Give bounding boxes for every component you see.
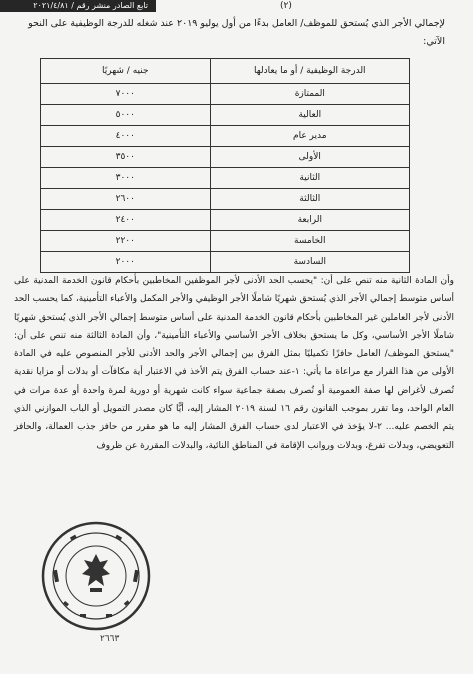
grade-cell: الخامسة xyxy=(210,231,409,252)
grade-cell: الثالثة xyxy=(210,189,409,210)
body-paragraph xyxy=(14,272,454,455)
reference-box: تابع الصادر منشر رقم / ٢٠٢١/٤/٨١ xyxy=(0,0,156,12)
amount-cell: ٢٢٠٠ xyxy=(41,231,211,252)
table-row xyxy=(41,189,410,210)
grade-cell: العالية xyxy=(210,105,409,126)
amount-cell: ٣٠٠٠ xyxy=(41,168,211,189)
stamp-number: ٢٦٦٣ xyxy=(100,634,120,644)
grade-cell: مدير عام xyxy=(210,126,409,147)
grade-cell: الممتازة xyxy=(210,84,409,105)
header-amount: جنيه / شهريًا xyxy=(41,59,211,84)
body-text: وأن المادة الثانية منه تنص على أن: "يحسب الحد الأدنى لأجر الموظفين المخاطبين بأحكام قانون الخدمة المدنية على أساس متوسط إجمالي الأجر الذي يُستحق شهريًا شاملًا الأجر الوظيفي والأجر المكمل والأعباء التأمينية، كما يحسب الحد الأدنى لأجر العاملين غير المخاطبين بأحكام قانون الخدمة المدنية على أساس متوسط إجمالي الأجر الذي يُستحق شهريًا شاملًا الأجر الأساسي، وكل ما يستحق بخلاف الأجر الأساسي والأعباء التأمينية"، وأن المادة الثالثة منه تنص على أن: "يستحق الموظف/ العامل حافزًا تكميليًا بمثل الفرق بين إجمالي الأجر والحد الأدنى للأجر المنصوص عليه في المادة الأولى من هذا القرار مع مراعاة ما يأتي: ١-عند حساب الفرق يتم الأخذ في الاعتبار أية مكافآت أو بدلات أو مزايا نقدية تُصرف لأغراض لها صفة العمومية أو تُصرف بصفة جماعية سواء كانت شهرية أو دورية لمرة واحدة أو عدة مرات في العام الواحد، وما تقرر بموجب القانون رقم ١٦ لسنة ٢٠١٩ المشار إليه، أيًّا كان مصدر التمويل أو الباب الموازني الذي يتم الخصم عليه... ٢-لا يؤخذ في الاعتبار لدى حساب الفرق المشار إليه ما هو مقرر من حافز جذب العمالة، والحافز التعويضي، وبدلات تفرغ، وبدلات وروانب الإقامة في المناطق النائية، والبدلات المقررة عن ظروف xyxy=(14,276,454,451)
eagle-emblem-icon xyxy=(82,554,110,592)
grade-cell: الثانية xyxy=(210,168,409,189)
grade-cell: السادسة xyxy=(210,252,409,273)
amount-cell: ٧٠٠٠ xyxy=(41,84,211,105)
table-row xyxy=(41,210,410,231)
grade-cell: الرابعة xyxy=(210,210,409,231)
table-row xyxy=(41,147,410,168)
table-row xyxy=(41,231,410,252)
official-seal xyxy=(40,520,152,632)
grade-cell: الأولى xyxy=(210,147,409,168)
table-header-row xyxy=(41,59,410,84)
amount-cell: ٥٠٠٠ xyxy=(41,105,211,126)
table-row xyxy=(41,126,410,147)
table-row xyxy=(41,105,410,126)
table-row xyxy=(41,84,410,105)
header-grade: الدرجة الوظيفية / أو ما يعادلها xyxy=(210,59,409,84)
table-row xyxy=(41,252,410,273)
salary-table xyxy=(40,58,410,273)
amount-cell: ٢٦٠٠ xyxy=(41,189,211,210)
amount-cell: ٤٠٠٠ xyxy=(41,126,211,147)
page-number: (٢) xyxy=(280,1,292,11)
amount-cell: ٣٥٠٠ xyxy=(41,147,211,168)
amount-cell: ٢٠٠٠ xyxy=(41,252,211,273)
table-row xyxy=(41,168,410,189)
amount-cell: ٢٤٠٠ xyxy=(41,210,211,231)
intro-paragraph: لإجمالي الأجر الذي يُستحق للموظف/ العامل بدءًا من أول يوليو ٢٠١٩ عند شغله للدرجة الوظيفية على النحو الآتي: xyxy=(28,18,445,47)
